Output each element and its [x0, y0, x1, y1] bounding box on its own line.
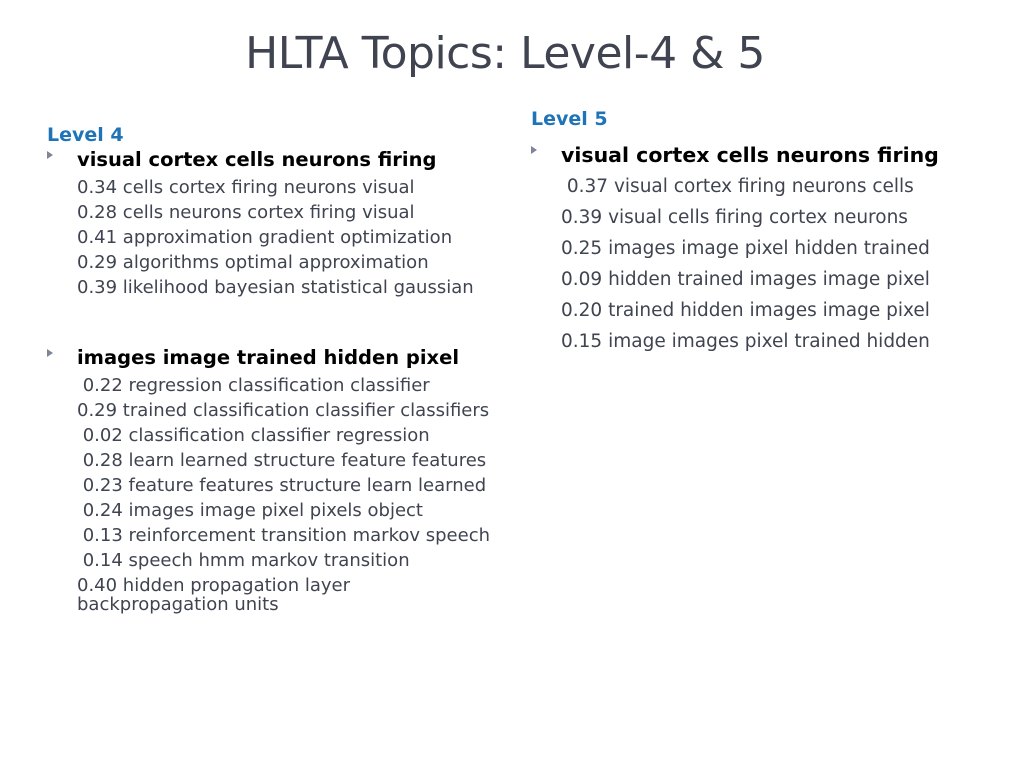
- topic-line: 0.28 learn learned structure feature features: [77, 450, 487, 471]
- topic-line: 0.22 regression classification classifier: [77, 375, 430, 396]
- level-4-heading: Level 4: [47, 124, 124, 146]
- bullet-triangle-icon: [47, 151, 53, 159]
- topic-line: 0.20 trained hidden images image pixel: [561, 300, 930, 321]
- topic-list: [561, 175, 1001, 354]
- topic-line: 0.09 hidden trained images image pixel: [561, 269, 930, 290]
- topic-line: 0.41 approximation gradient optimization: [77, 227, 453, 248]
- level-5-column: [531, 108, 1001, 361]
- topic-line: 0.39 visual cells firing cortex neurons: [561, 207, 908, 228]
- group-title: visual cortex cells neurons firing: [77, 148, 437, 171]
- topic-list: [77, 178, 507, 297]
- slide-title: HLTA Topics: Level-4 & 5: [245, 28, 765, 79]
- level-4-group: [47, 148, 507, 297]
- topic-line: 0.28 cells neurons cortex firing visual: [77, 202, 415, 223]
- bullet-triangle-icon: [531, 146, 537, 154]
- topic-line: 0.24 images image pixel pixels object: [77, 500, 423, 521]
- group-title: visual cortex cells neurons firing: [561, 143, 939, 167]
- topic-line: 0.34 cells cortex firing neurons visual: [77, 177, 415, 198]
- topic-line: 0.29 algorithms optimal approximation: [77, 252, 429, 273]
- level-5-heading: Level 5: [531, 108, 608, 130]
- level-4-group: [47, 346, 507, 614]
- topic-line: 0.29 trained classification classifier classifiers: [77, 400, 490, 421]
- topic-line: 0.40 hidden propagation layer backpropagation units: [77, 575, 356, 615]
- topic-line: 0.14 speech hmm markov transition: [77, 550, 410, 571]
- topic-line: 0.23 feature features structure learn learned: [77, 475, 487, 496]
- topic-line: 0.37 visual cortex firing neurons cells: [561, 176, 914, 197]
- level-4-column: [47, 124, 507, 614]
- bullet-triangle-icon: [47, 349, 53, 357]
- level-5-group: [531, 142, 1001, 354]
- topic-line: 0.13 reinforcement transition markov speech: [77, 525, 491, 546]
- topic-line: 0.02 classification classifier regression: [77, 425, 430, 446]
- group-title: images image trained hidden pixel: [77, 346, 460, 369]
- topic-list: [77, 376, 507, 614]
- topic-line: 0.15 image images pixel trained hidden: [561, 331, 930, 352]
- topic-line: 0.39 likelihood bayesian statistical gaussian: [77, 277, 474, 298]
- topic-line: 0.25 images image pixel hidden trained: [561, 238, 930, 259]
